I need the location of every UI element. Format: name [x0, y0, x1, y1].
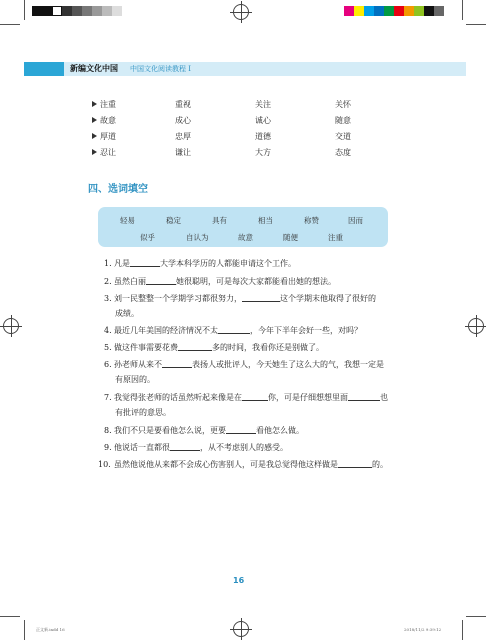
word-bank-item: 似乎 — [140, 233, 155, 242]
registration-mark-right — [468, 318, 484, 334]
word-cell: 大方 — [255, 148, 271, 157]
grayscale-bar — [32, 6, 122, 16]
word-bank-item: 注重 — [328, 233, 343, 242]
answer-blank[interactable] — [226, 425, 256, 434]
word-bank-item: 因而 — [348, 216, 363, 225]
answer-blank[interactable] — [348, 392, 380, 401]
word-cell: 关怀 — [335, 100, 351, 109]
word-bank-item: 稳定 — [166, 216, 181, 225]
answer-blank[interactable] — [178, 342, 212, 351]
word-bank-box — [98, 207, 388, 247]
answer-blank[interactable] — [170, 442, 200, 451]
exercise-continuation: 有批评的意思。 — [115, 408, 171, 417]
registration-mark-bottom — [233, 621, 249, 637]
word-cell: 谦让 — [175, 148, 191, 157]
book-subtitle: 中国文化阅读教程 Ⅰ — [130, 65, 191, 73]
word-bank-item: 相当 — [258, 216, 273, 225]
word-cell: 态度 — [335, 148, 351, 157]
answer-blank[interactable] — [162, 359, 192, 368]
answer-blank[interactable] — [242, 293, 280, 302]
exercise-continuation: 有原因的。 — [115, 375, 155, 384]
exercise-item: 3. 刘一民整整一个学期学习都很努力， 这个学期末他取得了很好的 — [104, 294, 376, 303]
footer-file-info: 正文新.indd 16 — [36, 627, 65, 632]
word-bank-item: 故意 — [238, 233, 253, 242]
exercise-item: 4. 最近几年美国的经济情况不太 ，今年下半年会好一些，对吗？ — [104, 326, 362, 335]
word-bank-item: 具有 — [212, 216, 227, 225]
exercise-item: 1. 凡是 大学本科学历的人都能申请这个工作。 — [104, 259, 296, 268]
triangle-bullet-icon — [92, 117, 97, 123]
crop-mark — [0, 616, 20, 617]
book-title: 新编文化中国 — [70, 64, 118, 73]
answer-blank[interactable] — [242, 392, 268, 401]
word-cell-head: 故意 — [92, 116, 116, 126]
word-cell: 成心 — [175, 116, 191, 125]
exercise-item: 10. 虽然他说他从来都不会成心伤害别人，可是我总觉得他这样做是 的。 — [98, 460, 388, 469]
word-cell: 交道 — [335, 132, 351, 141]
triangle-bullet-icon — [92, 133, 97, 139]
crop-mark — [0, 24, 20, 25]
section-heading: 四、选词填空 — [88, 184, 148, 195]
word-cell: 重视 — [175, 100, 191, 109]
color-bar — [344, 6, 444, 16]
word-cell: 随意 — [335, 116, 351, 125]
exercise-item: 5. 做这件事需要花费 多的时间，我看你还是别做了。 — [104, 343, 324, 352]
answer-blank[interactable] — [130, 258, 160, 267]
crop-mark — [24, 0, 25, 20]
exercise-item: 8. 我们不只是要看他怎么说，更要 看他怎么做。 — [104, 426, 304, 435]
crop-mark — [24, 620, 25, 640]
header-accent — [24, 62, 64, 76]
crop-mark — [462, 620, 463, 640]
triangle-bullet-icon — [92, 149, 97, 155]
exercise-item: 6. 孙老师从来不 表扬人或批评人，今天她生了这么大的气，我想一定是 — [104, 360, 384, 369]
answer-blank[interactable] — [218, 325, 250, 334]
word-cell-head: 忍让 — [92, 148, 116, 158]
footer-timestamp: 2018/11/2 9:39:12 — [404, 627, 442, 632]
word-cell-head: 厚道 — [92, 132, 116, 142]
crop-mark — [466, 616, 486, 617]
exercise-continuation: 成绩。 — [115, 309, 139, 318]
registration-mark-top — [233, 4, 249, 20]
word-bank-item: 随便 — [283, 233, 298, 242]
page-number: 16 — [233, 576, 245, 585]
word-cell: 忠厚 — [175, 132, 191, 141]
word-bank-item: 轻易 — [120, 216, 135, 225]
word-bank-item: 自认为 — [186, 233, 209, 242]
exercise-item: 2. 虽然白丽 她很聪明，可是每次大家都能看出她的想法。 — [104, 277, 336, 286]
word-cell: 道德 — [255, 132, 271, 141]
registration-mark-left — [3, 318, 19, 334]
triangle-bullet-icon — [92, 101, 97, 107]
word-bank-item: 称赞 — [304, 216, 319, 225]
word-cell: 诚心 — [255, 116, 271, 125]
answer-blank[interactable] — [338, 459, 372, 468]
crop-mark — [466, 24, 486, 25]
answer-blank[interactable] — [146, 276, 176, 285]
exercise-item: 7. 我觉得张老师的话虽然听起来像是在 你，可是仔细想想里面 也 — [104, 393, 388, 402]
word-cell: 关注 — [255, 100, 271, 109]
exercise-item: 9. 他说话一直都很 ，从不考虑别人的感受。 — [104, 443, 288, 452]
word-cell-head: 注重 — [92, 100, 116, 110]
crop-mark — [462, 0, 463, 20]
